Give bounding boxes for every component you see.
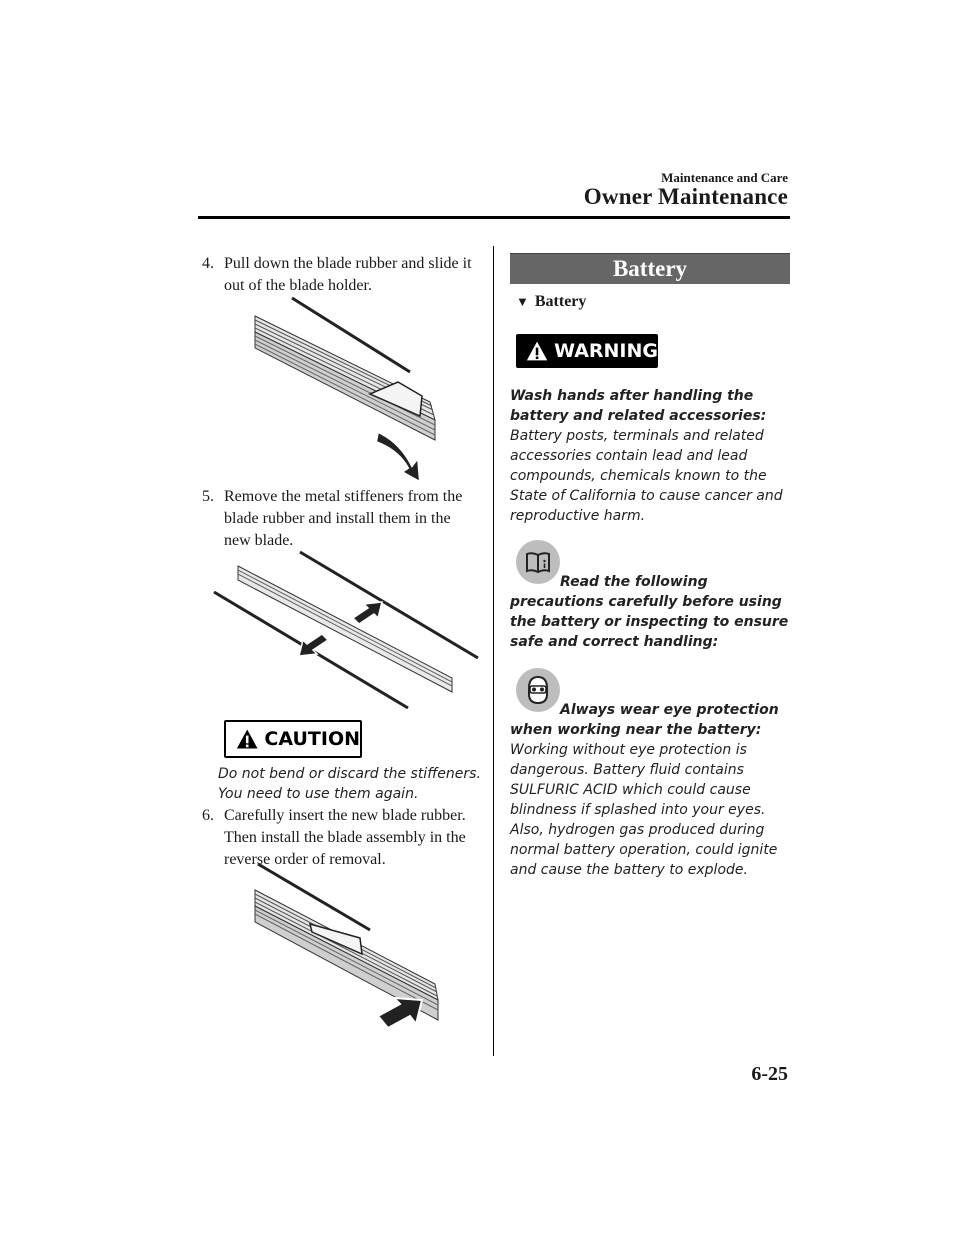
warning-text: WARNING	[554, 340, 658, 362]
caution-line-2: You need to use them again.	[218, 786, 419, 802]
section-title: Owner Maintenance	[583, 184, 788, 209]
metal-stiffeners-illustration	[210, 548, 485, 718]
battery-sub-heading	[516, 293, 586, 311]
warning-bold-text: Wash hands after handling the battery and related accessories:	[510, 388, 767, 424]
caution-text: CAUTION	[264, 728, 360, 750]
caution-label	[224, 720, 362, 758]
sub-heading-text: Battery	[534, 293, 587, 310]
warning-triangle-icon	[526, 339, 548, 363]
caution-line-1: Do not bend or discard the stiffeners.	[218, 766, 481, 782]
eye-protection-note	[510, 700, 792, 880]
header-rule	[198, 216, 790, 219]
step-5	[202, 486, 472, 552]
column-divider	[493, 246, 494, 1056]
warning-triangle-icon	[236, 727, 258, 751]
step-text: Pull down the blade rubber and slide it out of the blade holder.	[224, 255, 472, 294]
step-number: 4.	[202, 255, 214, 272]
eye-protection-body-text: Working without eye protection is dangerous. Battery fluid contains SULFURIC ACID which could cause blindness if splashed into your eyes. Also, hydrogen gas produced during normal battery operation, could ignite and cause the battery to explode.	[510, 742, 778, 878]
step-4	[202, 253, 472, 297]
page-number: 6-25	[751, 1063, 788, 1085]
section-label: Maintenance and Care	[661, 170, 788, 185]
warning-body-text: Battery posts, terminals and related accessories contain lead and lead compounds, chemicals known to the State of California to cause cancer and reproductive harm.	[510, 428, 783, 524]
step-number: 5.	[202, 488, 214, 505]
step-text: Carefully insert the new blade rubber. Then install the blade assembly in the reverse order of removal.	[224, 807, 466, 868]
caution-note	[218, 764, 488, 804]
eye-protection-bold-text: Always wear eye protection when working near the battery:	[510, 702, 779, 738]
blade-rubber-removal-illustration	[250, 292, 450, 482]
step-number: 6.	[202, 807, 214, 824]
warning-label	[516, 334, 658, 368]
battery-section-banner: Battery	[510, 253, 790, 284]
triangle-down-icon: ▼	[516, 294, 529, 309]
read-precautions-note: Read the following precautions carefully before using the battery or inspecting to ensure safe and correct handling:	[510, 574, 789, 650]
blade-rubber-insertion-illustration	[250, 860, 450, 1040]
step-text: Remove the metal stiffeners from the blade rubber and install them in the new blade.	[224, 488, 463, 549]
warning-note	[510, 386, 792, 526]
